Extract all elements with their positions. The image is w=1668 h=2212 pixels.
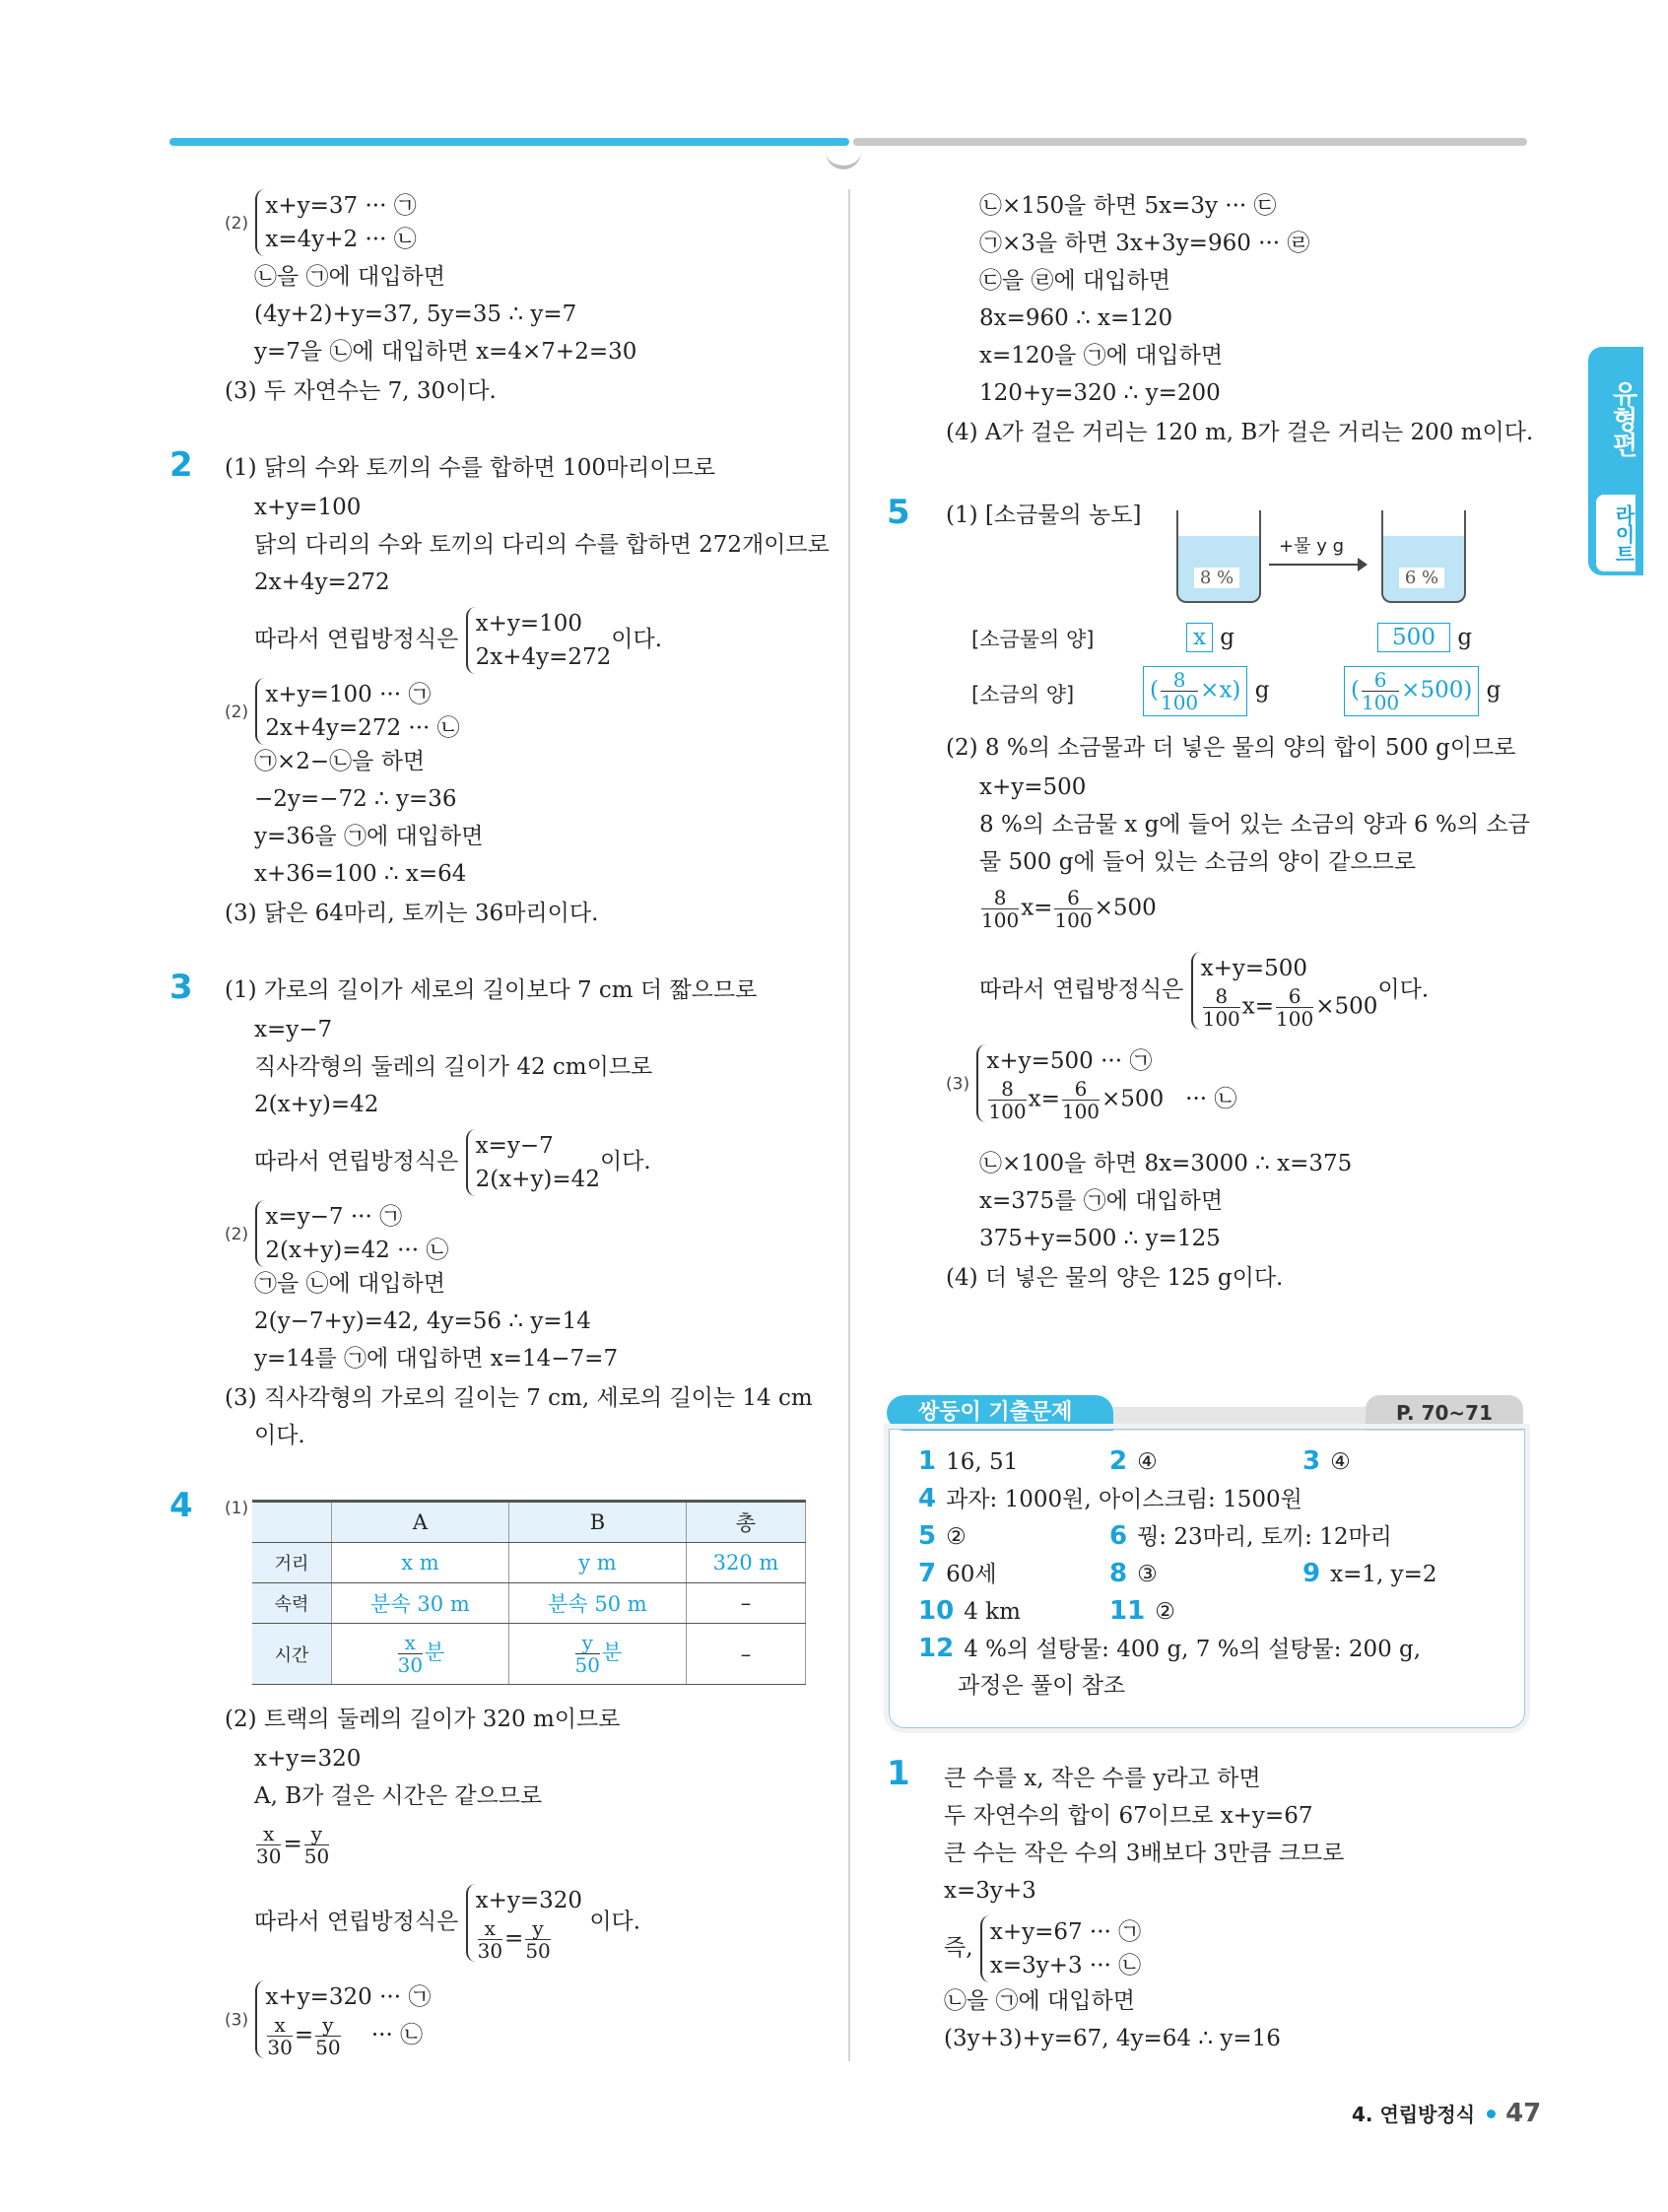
answer-item: 2 ④ bbox=[1109, 1446, 1158, 1476]
beaker-icon: 6 % bbox=[1381, 510, 1466, 603]
fraction: $\frac{y}{50}$ bbox=[574, 1631, 600, 1677]
section-tab-sublabel: 라이트 bbox=[1596, 495, 1635, 571]
q3-line: 2(x+y)=42 bbox=[254, 1092, 379, 1117]
sol1-line: (3y+3)+y=67, 4y=64 ∴ y=16 bbox=[944, 2026, 1281, 2051]
q3-line: ㉠을 ㉡에 대입하면 bbox=[254, 1271, 445, 1297]
q4-cont-line: x=120을 ㉠에 대입하면 bbox=[979, 343, 1224, 369]
q2-part3: (3) 닭은 64마리, 토끼는 36마리이다. bbox=[225, 901, 599, 926]
q2-system-labeled: x+y=100 ··· ㉠ 2x+4y=272 ··· ㉡ bbox=[255, 678, 459, 745]
answer-box-title: 쌍둥이 기출문제 bbox=[887, 1395, 1113, 1431]
chapter-title: 4. 연립방정식 bbox=[1352, 2103, 1476, 2126]
answer-item: 1 16, 51 bbox=[918, 1446, 1019, 1476]
q5-line: 8 %의 소금물 x g에 들어 있는 소금의 양과 6 %의 소금 bbox=[979, 812, 1530, 838]
q2-part2: (2) x+y=100 ··· ㉠ 2x+4y=272 ··· ㉡ bbox=[225, 678, 460, 745]
q4-cont-line: 120+y=320 ∴ y=200 bbox=[979, 380, 1221, 406]
answer-item: 3 ④ bbox=[1302, 1446, 1351, 1476]
answer-item: 11 ② bbox=[1109, 1596, 1175, 1626]
question-number: 2 bbox=[169, 445, 193, 485]
arrow-icon bbox=[1269, 564, 1364, 566]
q3-line: 2(y−7+y)=42, 4y=56 ∴ y=14 bbox=[254, 1308, 591, 1334]
q5-line: 물 500 g에 들어 있는 소금의 양이 같으므로 bbox=[979, 849, 1417, 875]
q4-system: x+y=320 $\frac{x}{30}$ = $\frac{y}{50}$ bbox=[466, 1884, 582, 1962]
header-bar-right bbox=[853, 138, 1527, 146]
answer-item: 6 꿩: 23마리, 토끼: 12마리 bbox=[1109, 1521, 1392, 1551]
q4-part4: (4) A가 걸은 거리는 120 m, B가 걸은 거리는 200 m이다. bbox=[946, 420, 1534, 445]
sol1-line: 두 자연수의 합이 67이므로 x+y=67 bbox=[944, 1803, 1313, 1829]
q5-system-sentence: 따라서 연립방정식은 x+y=500 $\frac{8}{100}$ x= $\frac{6}{100}$ ×500이다. bbox=[979, 952, 1429, 1030]
q2-line: y=36을 ㉠에 대입하면 bbox=[254, 824, 484, 849]
q2-line: x+y=100 bbox=[254, 495, 362, 520]
q4-cont-line: ㉢을 ㉣에 대입하면 bbox=[979, 268, 1170, 294]
q5-equation: $\frac{8}{100}$ x= $\frac{6}{100}$ ×500 bbox=[981, 886, 1157, 932]
answer-box-header-bar bbox=[1100, 1407, 1375, 1431]
answer-item: 4 과자: 1000원, 아이스크림: 1500원 bbox=[918, 1484, 1302, 1513]
q5-line: ㉡×100을 하면 8x=3000 ∴ x=375 bbox=[979, 1151, 1353, 1176]
q5-system-labeled: x+y=500 ··· ㉠ $\frac{8}{100}$ x= $\frac{6}{100}$ ×500 ··· ㉡ bbox=[976, 1044, 1236, 1122]
fraction: $\frac{x}{30}$ bbox=[397, 1631, 424, 1677]
header-bar-left bbox=[169, 138, 849, 146]
q5-part4: (4) 더 넣은 물의 양은 125 g이다. bbox=[946, 1265, 1284, 1291]
q3-system-sentence: 따라서 연립방정식은 x=y−7 2(x+y)=42이다. bbox=[254, 1129, 651, 1196]
page-number: 47 bbox=[1505, 2099, 1542, 2128]
q2-line: ㉠×2−㉡을 하면 bbox=[254, 749, 426, 774]
beaker-icon: 8 % bbox=[1176, 510, 1261, 603]
q3-line: y=14를 ㉠에 대입하면 x=14−7=7 bbox=[254, 1346, 619, 1372]
q3-part1: (1) 가로의 길이가 세로의 길이보다 7 cm 더 짧으므로 bbox=[225, 977, 758, 1003]
q5-part2: (2) 8 %의 소금물과 더 넣은 물의 양의 합이 500 g이므로 bbox=[946, 735, 1516, 761]
question-number: 1 bbox=[887, 1754, 910, 1793]
answer-item-cont: 과정은 풀이 참조 bbox=[958, 1673, 1126, 1699]
answer-item: 7 60세 bbox=[918, 1559, 997, 1588]
q4-part1-label: (1) bbox=[225, 1499, 249, 1518]
add-water-label: +물 y g bbox=[1279, 536, 1344, 557]
question-number: 5 bbox=[887, 493, 910, 532]
q4-cont-line: ㉠×3을 하면 3x+3y=960 ··· ㉣ bbox=[979, 231, 1310, 256]
q4-cont-line: 8x=960 ∴ x=120 bbox=[979, 305, 1173, 331]
sol1-system: x+y=67 ··· ㉠ x=3y+3 ··· ㉡ bbox=[980, 1915, 1141, 1982]
q3-system-labeled: x=y−7 ··· ㉠ 2(x+y)=42 ··· ㉡ bbox=[255, 1200, 448, 1267]
q4-system-sentence: 따라서 연립방정식은 x+y=320 $\frac{x}{30}$ = $\frac{y}{50}$ 이다. bbox=[254, 1884, 640, 1962]
sol1-line: x=3y+3 bbox=[944, 1878, 1036, 1904]
table-row: 거리 x m y m 320 m bbox=[252, 1543, 806, 1583]
sol1-line: 큰 수를 x, 작은 수를 y라고 하면 bbox=[944, 1766, 1261, 1791]
q4-part3: (3) x+y=320 ··· ㉠ $\frac{x}{30}$ = $\frac{y}{50}$ ··· ㉡ bbox=[225, 1980, 431, 2058]
table-row: 시간 $\frac{x}{30}$ 분 $\frac{y}{50}$ 분 – bbox=[252, 1624, 806, 1685]
arrow-head-icon bbox=[1358, 558, 1368, 571]
q4-line: A, B가 걸은 시간은 같으므로 bbox=[254, 1783, 543, 1809]
q1-part2: (2) x+y=37 ··· ㉠ x=4y+2 ··· ㉡ bbox=[225, 189, 417, 256]
q5-line: x=375를 ㉠에 대입하면 bbox=[979, 1188, 1224, 1214]
answer-item: 10 4 km bbox=[918, 1596, 1021, 1626]
q3-part3-cont: 이다. bbox=[254, 1423, 305, 1448]
answer-item: 9 x=1, y=2 bbox=[1302, 1559, 1437, 1588]
q3-system: x=y−7 2(x+y)=42 bbox=[466, 1129, 600, 1196]
answer-item: 5 ② bbox=[918, 1521, 967, 1551]
q3-part2: (2) x=y−7 ··· ㉠ 2(x+y)=42 ··· ㉡ bbox=[225, 1200, 448, 1267]
q4-equation: $\frac{x}{30}$ = $\frac{y}{50}$ bbox=[256, 1822, 330, 1868]
q2-system: x+y=100 2x+4y=272 bbox=[466, 607, 612, 674]
q2-line: −2y=−72 ∴ y=36 bbox=[254, 786, 457, 812]
sol1-line: 큰 수는 작은 수의 3배보다 3만큼 크므로 bbox=[944, 1841, 1345, 1866]
q2-system-sentence: 따라서 연립방정식은 x+y=100 2x+4y=272이다. bbox=[254, 607, 662, 674]
q1-line: y=7을 ㉡에 대입하면 x=4×7+2=30 bbox=[254, 339, 637, 365]
q5-line: x+y=500 bbox=[979, 774, 1087, 800]
q1-line: ㉡을 ㉠에 대입하면 bbox=[254, 264, 445, 290]
q5-part3: (3) x+y=500 ··· ㉠ $\frac{8}{100}$ x= $\frac{6}{100}$ ×500 ··· ㉡ bbox=[946, 1044, 1236, 1122]
q2-line: 2x+4y=272 bbox=[254, 570, 390, 595]
q4-cont-line: ㉡×150을 하면 5x=3y ··· ㉢ bbox=[979, 193, 1277, 219]
q2-line: 닭의 다리의 수와 토끼의 다리의 수를 합하면 272개이므로 bbox=[254, 532, 830, 558]
q5-part1: (1) [소금물의 농도] bbox=[946, 503, 1142, 528]
q1-system: x+y=37 ··· ㉠ x=4y+2 ··· ㉡ bbox=[255, 189, 416, 256]
column-divider bbox=[848, 189, 850, 2061]
table-row: 속력 분속 30 m 분속 50 m – bbox=[252, 1583, 806, 1624]
bullet-icon bbox=[1487, 2110, 1496, 2118]
q3-part3: (3) 직사각형의 가로의 길이는 7 cm, 세로의 길이는 14 cm bbox=[225, 1385, 813, 1411]
section-tab-label: 유형편 bbox=[1608, 380, 1637, 457]
q3-line: x=y−7 bbox=[254, 1017, 333, 1042]
salt-amount-1: ( $\frac{8}{100}$ ×x) g bbox=[1143, 666, 1269, 716]
q4-system-labeled: x+y=320 ··· ㉠ $\frac{x}{30}$ = $\frac{y}{50}$ ··· ㉡ bbox=[255, 1980, 431, 2058]
salt-amount-2: ( $\frac{6}{100}$ ×500) g bbox=[1344, 666, 1501, 716]
speed-table bbox=[252, 1500, 806, 1685]
q4-part2: (2) 트랙의 둘레의 길이가 320 m이므로 bbox=[225, 1707, 621, 1732]
page-footer bbox=[1352, 2099, 1541, 2128]
answer-box-pages: P. 70~71 bbox=[1366, 1395, 1523, 1431]
solution-amount-1: x g bbox=[1186, 623, 1234, 652]
q5-system: x+y=500 $\frac{8}{100}$ x= $\frac{6}{100}$ ×500 bbox=[1191, 952, 1378, 1030]
row-label-salt: [소금의 양] bbox=[971, 683, 1075, 706]
q2-part1: (1) 닭의 수와 토끼의 수를 합하면 100마리이므로 bbox=[225, 455, 716, 481]
answer-item: 12 4 %의 설탕물: 400 g, 7 %의 설탕물: 200 g, bbox=[918, 1634, 1422, 1663]
q1-line: (4y+2)+y=37, 5y=35 ∴ y=7 bbox=[254, 302, 577, 327]
sol1-system-sentence: 즉, x+y=67 ··· ㉠ x=3y+3 ··· ㉡ bbox=[944, 1915, 1141, 1982]
question-number: 3 bbox=[169, 968, 193, 1007]
table-row: A B 총 bbox=[252, 1502, 806, 1543]
q1-part3: (3) 두 자연수는 7, 30이다. bbox=[225, 378, 497, 404]
q5-line: 375+y=500 ∴ y=125 bbox=[979, 1226, 1221, 1251]
q3-line: 직사각형의 둘레의 길이가 42 cm이므로 bbox=[254, 1054, 653, 1080]
question-number: 4 bbox=[169, 1486, 193, 1525]
q2-line: x+36=100 ∴ x=64 bbox=[254, 861, 467, 887]
solution-amount-2: 500 g bbox=[1377, 623, 1472, 652]
row-label-solution: [소금물의 양] bbox=[971, 628, 1095, 651]
answer-item: 8 ③ bbox=[1109, 1559, 1158, 1588]
sol1-line: ㉡을 ㉠에 대입하면 bbox=[944, 1988, 1135, 2014]
q4-line: x+y=320 bbox=[254, 1746, 362, 1772]
